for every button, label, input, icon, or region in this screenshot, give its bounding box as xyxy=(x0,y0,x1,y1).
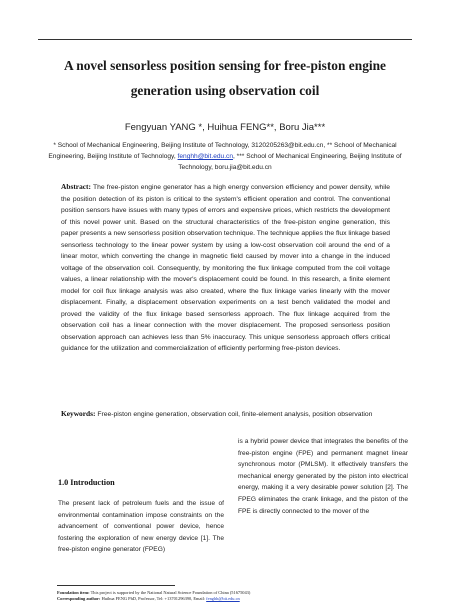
affiliation-part-2: , *** School of Mechanical Engineering, Beijing Institute of Technology, boru.jia@bit.edu.cn xyxy=(178,153,402,172)
header-rule xyxy=(38,39,412,40)
intro-left-column: The present lack of petroleum fuels and the issue of environmental contamination impose constraints on the advancement of conventional power device, hence fostering the exploration of new energy device [1]. The free-piston engine generator (FPEG) xyxy=(58,500,224,554)
author-list: Fengyuan YANG *, Huihua FENG**, Boru Jia*** xyxy=(124,122,326,133)
affiliations xyxy=(34,140,416,174)
affiliation-email-link[interactable]: fenghh@bit.edu.cn xyxy=(177,153,233,161)
corresponding-author-note xyxy=(57,596,427,602)
footnote xyxy=(57,590,427,603)
abstract xyxy=(61,181,390,355)
corresponding-author-text: Huihua FENG PhD, Professor, Tel: +13701296390, Email: xyxy=(100,596,207,602)
title-line-1: A novel sensorless position sensing for free-piston engine xyxy=(63,58,386,73)
funding-label: Foundation item: xyxy=(57,590,90,595)
keywords xyxy=(61,408,390,421)
intro-right-column: is a hybrid power device that integrates the benefits of the free-piston engine (FPE) and permanent magnet linear synchronous motor (PMLSM). It effectively transfers the mechanical energy generated by the piston into electrical energy, making it a very desirable power solution [2]. The FPEG eliminates the crank linkage, and the piston of the FPE is directly connected to the mover of the xyxy=(238,438,408,515)
title-line-2: generation using observation coil xyxy=(130,83,320,98)
keywords-text: Free-piston engine generation, observation coil, finite-element analysis, position observation xyxy=(95,411,373,418)
paper-title xyxy=(30,53,420,103)
affiliation-part-1: * School of Mechanical Engineering, Beijing Institute of Technology, 3120205263@bit.edu.cn, ** School of Mechanical Engineering, Beijing Institute of Technology, xyxy=(48,142,397,161)
corresponding-author-label: Corresponding author: xyxy=(57,596,101,602)
footnote-rule xyxy=(57,585,175,586)
corresponding-author-email-link[interactable]: fenghh@bit.edu.cn xyxy=(206,596,240,602)
section-heading-introduction: 1.0 Introduction xyxy=(58,478,115,487)
abstract-label: Abstract: xyxy=(61,182,91,191)
abstract-text: The free-piston engine generator has a high energy conversion efficiency and power density, while the position detection of its piston is critical to the system's efficient operation and control. The conventional position sensors have issues with many types of errors and expensive prices, which restricts the development of this novel power unit. Based on the structural characteristics of the free-piston engine generation, this paper presents a new sensorless position observation technique. The technique applies the flux linkage based sensorless technology to the linear power system by using a low-cost observation coil around the end of a linear motor, which converting the change in magnetic field caused by mover into a change in the induced voltage of the observation coil. Consequently, by monitoring the flux linkage computed from the coil voltage values, a linear relationship with the mover's displacement could be found. In this research, a finite element model for coil flux linkage analysis was also created, where the flux linkage varies linearly with the mover displacement. Finally, a displacement observation experiments on a test bench validated the model and proved the validity of the flux linkage based sensorless approach. The flux linkage acquired from the observation coil has a linear connection with the mover displacement. The proposed sensorless position observation approach can achieves less than 5% inaccuracy. This unique sensorless approach offers critical guidance for the utilization and commercialization of efficiently performing free-piston devices. xyxy=(61,184,390,352)
keywords-label: Keywords: xyxy=(61,409,96,418)
funding-text: This project is supported by the National Natural Science Foundation of China (51675043) xyxy=(89,590,251,595)
